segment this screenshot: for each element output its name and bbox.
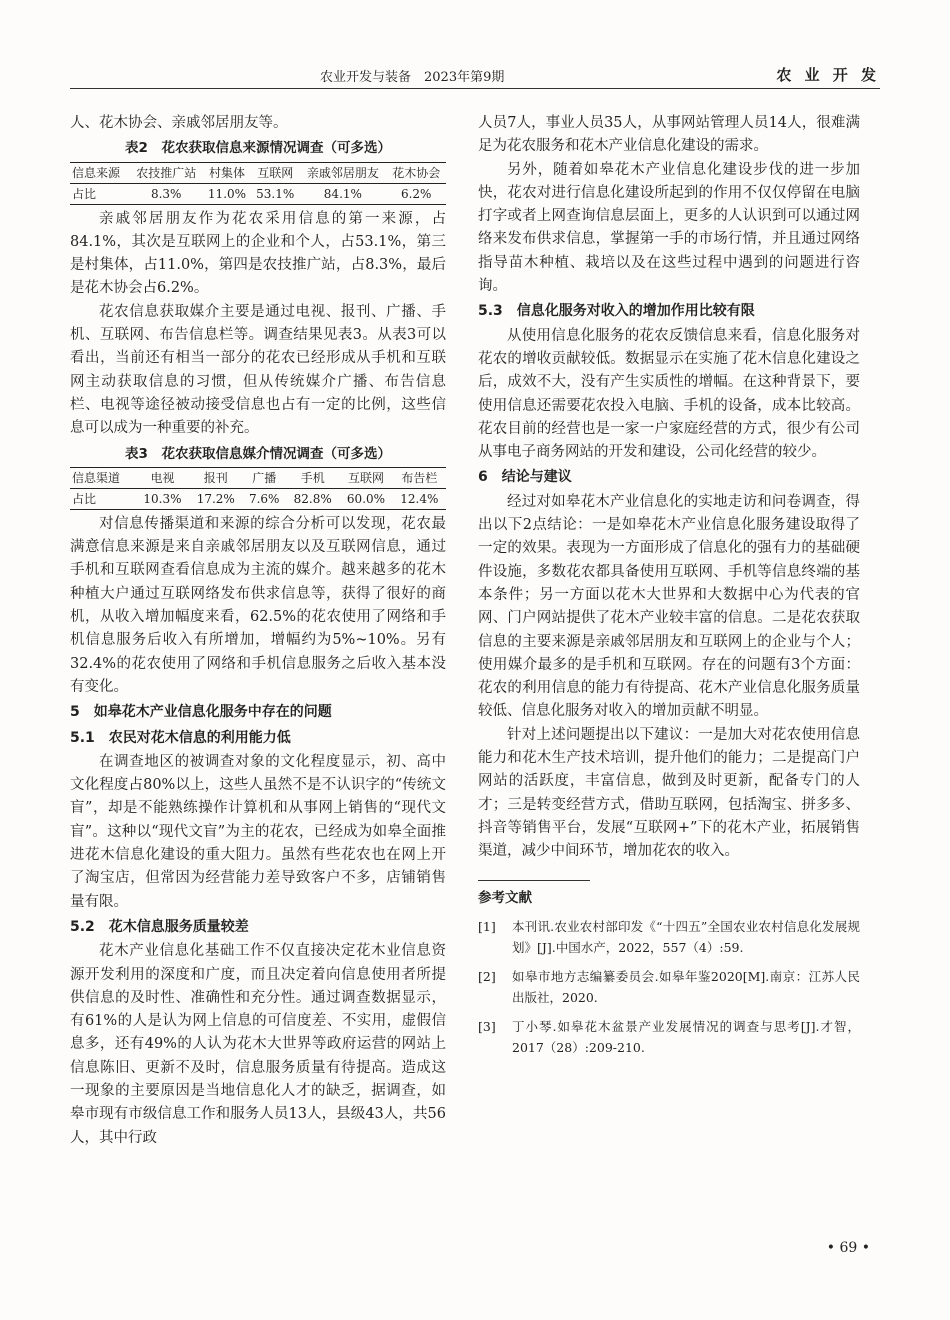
table-header-cell: 信息渠道 — [70, 467, 136, 488]
reference-item — [478, 966, 860, 1008]
references-title: 参考文献 — [478, 889, 532, 906]
paragraph: 在调查地区的被调查对象的文化程度显示，初、高中文化程度占80%以上，这些人虽然不是不认识字的“传统文盲”，却是不能熟练操作计算机和从事网上销售的“现代文盲”。这种以“现代文盲”为主的花农，已经成为如皋全面推进花木信息化建设的重大阻力。虽然有些花农也在网上开了淘宝店，但常因为经营能力差导致客户不多，店铺销售量有限。 — [70, 753, 446, 910]
subsection-heading: 5.2 花木信息服务质量较差 — [70, 918, 249, 935]
table-header-cell: 布告栏 — [393, 467, 446, 488]
section-name: 农 业 开 发 — [776, 66, 880, 84]
running-header — [70, 60, 880, 88]
left-column — [70, 112, 446, 1150]
subsection-heading: 5.3 信息化服务对收入的增加作用比较有限 — [478, 303, 755, 320]
table-cell: 53.1% — [251, 183, 299, 204]
paragraph: 针对上述问题提出以下建议：一是加大对花农使用信息能力和花木生产技术培训，提升他们的能力；二是提高门户网站的活跃度，丰富信息，做到及时更新，配备专门的人才；三是转变经营方式，借助互联网，包括淘宝、拼多多、抖音等销售平台，发展“互联网+”下的花木产业，拓展销售渠道，减少中间环节，增加花农的收入。 — [478, 726, 860, 860]
reference-text: 丁小琴.如皋花木盆景产业发展情况的调查与思考[J].才智，2017（28）:209-210. — [512, 1018, 860, 1055]
table-header-cell: 农技推广站 — [130, 162, 203, 183]
paragraph: 对信息传播渠道和来源的综合分析可以发现，花农最满意信息来源是来自亲戚邻居朋友以及互联网信息，通过手机和互联网查看信息成为主流的媒介。越来越多的花木种植大户通过互联网络发布供求信息等，获得了很好的商机，从收入增加幅度来看，62.5%的花农使用了网络和手机信息服务后收入有所增加，增幅约为5%~10%。另有32.4%的花农使用了网络和手机信息服务之后收入基本没有变化。 — [70, 515, 446, 695]
table-cell: 7.6% — [242, 488, 286, 509]
paragraph: 人员7人，事业人员35人，从事网站管理人员14人，很难满足为花农服务和花木产业信息化建设的需求。 — [478, 115, 860, 155]
paragraph: 经过对如皋花木产业信息化的实地走访和问卷调查，得出以下2点结论：一是如皋花木产业信息化服务建设取得了一定的效果。表现为一方面形成了信息化的强有力的基础硬件设施，多数花农都具备使用互联网、手机等信息终端的基本条件；另一方面以花木大世界和大数据中心为代表的官网、门户网站提供了花木产业较丰富的信息。二是花农获取信息的主要来源是亲戚邻居朋友和互联网上的企业与个人；使用媒介最多的是手机和互联网。存在的问题有3个方面：花农的利用信息的能力有待提高、花木产业信息化服务质量较低、信息化服务对收入的增加贡献不明显。 — [478, 493, 860, 720]
table2 — [70, 162, 446, 205]
table-cell: 8.3% — [130, 183, 203, 204]
table-header-cell: 互联网 — [251, 162, 299, 183]
reference-text: 如皋市地方志编纂委员会.如皋年鉴2020[M].南京：江苏人民出版社，2020. — [512, 968, 860, 1005]
table-cell: 6.2% — [386, 183, 446, 204]
table-header-cell: 电视 — [136, 467, 189, 488]
paragraph: 花农信息获取媒介主要是通过电视、报刊、广播、手机、互联网、布告信息栏等。调查结果见表3。从表3可以看出，当前还有相当一部分的花农已经形成从手机和互联网主动获取信息的习惯，但从传统媒介广播、布告信息栏、电视等途径被动接受信息也占有一定的比例，这些信息可以成为一种重要的补充。 — [70, 303, 446, 437]
table-header-cell: 村集体 — [203, 162, 251, 183]
table-cell: 84.1% — [299, 183, 386, 204]
reference-number: [1] — [478, 918, 496, 934]
table-header-cell: 广播 — [242, 467, 286, 488]
table-cell: 11.0% — [203, 183, 251, 204]
table-cell: 10.3% — [136, 488, 189, 509]
subsection-heading: 5.1 农民对花木信息的利用能力低 — [70, 729, 291, 746]
table-cell: 82.8% — [286, 488, 339, 509]
reference-item — [478, 1016, 860, 1058]
table3 — [70, 467, 446, 510]
section-heading: 6 结论与建议 — [478, 469, 572, 486]
table-header-cell: 互联网 — [339, 467, 392, 488]
page-number: • 69 • — [826, 1240, 870, 1256]
table-header-cell: 信息来源 — [70, 162, 130, 183]
reference-number: [3] — [478, 1018, 496, 1034]
reference-text: 本刊讯.农业农村部印发《“十四五”全国农业农村信息化发展规划》[J].中国水产，2022，557（4）:59. — [512, 918, 860, 955]
table-cell: 占比 — [70, 488, 136, 509]
table3-caption: 表3 花农获取信息媒介情况调查（可多选） — [125, 445, 391, 462]
reference-number: [2] — [478, 968, 496, 984]
table-header-cell: 手机 — [286, 467, 339, 488]
journal-issue: 农业开发与装备 2023年第9期 — [320, 70, 505, 85]
table-header-cell: 报刊 — [189, 467, 242, 488]
right-column — [478, 112, 860, 1066]
reference-item — [478, 916, 860, 958]
references-rule — [478, 880, 590, 881]
table-header-cell: 花木协会 — [386, 162, 446, 183]
table-cell: 17.2% — [189, 488, 242, 509]
table-cell: 占比 — [70, 183, 130, 204]
paragraph: 人、花木协会、亲戚邻居朋友等。 — [70, 115, 288, 131]
paragraph: 亲戚邻居朋友作为花农采用信息的第一来源，占84.1%，其次是互联网上的企业和个人，占53.1%，第三是村集体，占11.0%，第四是农技推广站，占8.3%，最后是花木协会占6.2%。 — [70, 210, 446, 297]
table-cell: 12.4% — [393, 488, 446, 509]
paragraph: 另外，随着如皋花木产业信息化建设步伐的进一步加快，花农对进行信息化建设所起到的作用不仅仅停留在电脑打字或者上网查询信息层面上，更多的人认识到可以通过网络来发布供求信息，掌握第一手的市场行情，并且通过网络指导苗木种植、栽培以及在这些过程中遇到的问题进行咨询。 — [478, 161, 860, 295]
table-cell: 60.0% — [339, 488, 392, 509]
table2-caption: 表2 花农获取信息来源情况调查（可多选） — [125, 140, 391, 157]
table-header-cell: 亲戚邻居朋友 — [299, 162, 386, 183]
paragraph: 从使用信息化服务的花农反馈信息来看，信息化服务对花农的增收贡献较低。数据显示在实施了花木信息化建设之后，成效不大，没有产生实质性的增幅。在这种背景下，要使用信息还需要花农投入电脑、手机的设备，成本比较高。花农目前的经营也是一家一户家庭经营的方式，很少有公司从事电子商务网站的开发和建设，公司化经营的较少。 — [478, 327, 860, 461]
header-rule — [70, 88, 880, 89]
paragraph: 花木产业信息化基础工作不仅直接决定花木业信息资源开发利用的深度和广度，而且决定着向信息使用者所提供信息的及时性、准确性和充分性。通过调查数据显示，有61%的人是认为网上信息的可信度差、不实用，虚假信息多，还有49%的人认为花木大世界等政府运营的网站上信息陈旧、更新不及时，信息服务质量有待提高。造成这一现象的主要原因是当地信息化人才的缺乏，据调查，如皋市现有市级信息工作和服务人员13人，县级43人，共56人，其中行政 — [70, 943, 446, 1146]
section-heading: 5 如皋花木产业信息化服务中存在的问题 — [70, 704, 332, 721]
